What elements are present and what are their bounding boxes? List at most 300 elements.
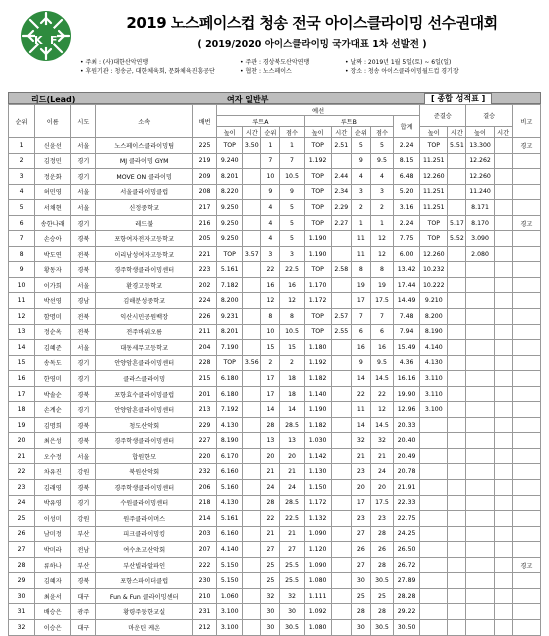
semi-height-cell: 4.130 — [420, 355, 448, 371]
semi-time-cell — [448, 200, 466, 216]
final-time-cell — [494, 169, 512, 185]
route-a-score-cell: 30.5 — [280, 619, 304, 635]
route-b-time-cell — [331, 511, 351, 527]
route-a-height-cell: 5.161 — [217, 511, 243, 527]
bib-cell: 223 — [192, 262, 216, 278]
city-cell: 경북 — [71, 433, 96, 449]
bib-cell: 217 — [192, 200, 216, 216]
final-height-cell: 8.170 — [466, 215, 494, 231]
col-prelim: 예선 — [217, 105, 420, 116]
route-a-time-cell — [243, 309, 261, 325]
route-b-time-cell: 2.29 — [331, 200, 351, 216]
final-time-cell — [494, 184, 512, 200]
route-a-height-cell: 6.160 — [217, 464, 243, 480]
bib-cell: 206 — [192, 480, 216, 496]
route-a-score-cell: 2 — [280, 355, 304, 371]
name-cell: 배승은 — [35, 604, 71, 620]
final-height-cell — [466, 464, 494, 480]
table-row — [9, 526, 541, 542]
supervise-text: • 주관 : 경상북도산악연맹 — [240, 59, 310, 66]
route-a-time-cell — [243, 495, 261, 511]
route-a-score-cell: 10.5 — [280, 324, 304, 340]
name-cell: 류하나 — [35, 557, 71, 573]
col-route-b: 루트B — [304, 116, 393, 127]
table-row — [9, 355, 541, 371]
route-b-height-cell: TOP — [304, 215, 331, 231]
total-cell: 7.75 — [394, 231, 420, 247]
route-b-height-cell: 1.182 — [304, 417, 331, 433]
route-a-rank-cell: 21 — [261, 526, 280, 542]
team-cell: 익산시민공원백장 — [96, 309, 193, 325]
semi-time-cell — [448, 324, 466, 340]
bib-cell: 221 — [192, 246, 216, 262]
route-b-time-cell: 2.57 — [331, 309, 351, 325]
semi-height-cell: 11.251 — [420, 200, 448, 216]
route-b-height-cell: 1.130 — [304, 464, 331, 480]
semi-time-cell — [448, 309, 466, 325]
col-final-time: 시간 — [494, 127, 512, 138]
route-b-rank-cell: 23 — [351, 464, 370, 480]
route-b-rank-cell: 25 — [351, 588, 370, 604]
route-a-rank-cell: 4 — [261, 215, 280, 231]
rank-cell: 11 — [9, 293, 35, 309]
name-cell: 손승아 — [35, 231, 71, 247]
note-cell — [512, 169, 540, 185]
table-row — [9, 480, 541, 496]
final-time-cell — [494, 557, 512, 573]
route-a-time-cell — [243, 324, 261, 340]
total-cell: 20.78 — [394, 464, 420, 480]
col-rank: 순위 — [9, 105, 35, 138]
route-a-time-cell — [243, 215, 261, 231]
table-row — [9, 169, 541, 185]
route-a-rank-cell: 2 — [261, 355, 280, 371]
route-b-height-cell: 1.150 — [304, 480, 331, 496]
city-cell: 강원 — [71, 511, 96, 527]
note-cell — [512, 511, 540, 527]
semi-height-cell: 3.110 — [420, 371, 448, 387]
table-row — [9, 588, 541, 604]
route-a-height-cell: 5.150 — [217, 573, 243, 589]
note-cell — [512, 619, 540, 635]
page-subtitle: ( 2019/2020 아이스클라이밍 국가대표 1차 선발전 ) — [197, 39, 427, 50]
route-a-score-cell: 1 — [280, 138, 304, 154]
route-a-time-cell — [243, 557, 261, 573]
route-a-rank-cell: 30 — [261, 619, 280, 635]
rank-cell: 15 — [9, 355, 35, 371]
final-height-cell — [466, 293, 494, 309]
rank-cell: 7 — [9, 231, 35, 247]
col-bib: 배번 — [192, 105, 216, 138]
route-a-rank-cell: 25 — [261, 557, 280, 573]
route-a-rank-cell: 28 — [261, 495, 280, 511]
route-b-height-cell: 1.180 — [304, 340, 331, 356]
rank-cell: 4 — [9, 184, 35, 200]
route-a-time-cell — [243, 153, 261, 169]
category-bar — [8, 92, 541, 104]
city-cell: 전북 — [71, 309, 96, 325]
route-b-time-cell — [331, 495, 351, 511]
division-label: 여자 일반부 — [227, 95, 269, 104]
table-row — [9, 246, 541, 262]
semi-height-cell: TOP — [420, 215, 448, 231]
route-b-score-cell: 14.5 — [370, 417, 393, 433]
final-height-cell: 3.090 — [466, 231, 494, 247]
route-b-height-cell: 1.172 — [304, 495, 331, 511]
semi-height-cell — [420, 464, 448, 480]
final-time-cell — [494, 309, 512, 325]
col-b-time: 시간 — [331, 127, 351, 138]
route-b-score-cell: 30.5 — [370, 619, 393, 635]
team-cell: 합원한모 — [96, 448, 193, 464]
route-a-score-cell: 14 — [280, 402, 304, 418]
semi-time-cell — [448, 604, 466, 620]
semi-time-cell — [448, 153, 466, 169]
route-b-rank-cell: 21 — [351, 448, 370, 464]
route-b-score-cell: 22 — [370, 386, 393, 402]
route-b-rank-cell: 14 — [351, 417, 370, 433]
final-height-cell — [466, 324, 494, 340]
semi-height-cell: 10.232 — [420, 262, 448, 278]
route-b-score-cell: 16 — [370, 340, 393, 356]
total-cell: 8.15 — [394, 153, 420, 169]
route-b-rank-cell: 26 — [351, 542, 370, 558]
route-a-rank-cell: 20 — [261, 448, 280, 464]
city-cell: 서울 — [71, 200, 96, 216]
final-time-cell — [494, 511, 512, 527]
route-b-height-cell: 1.092 — [304, 604, 331, 620]
city-cell: 전남 — [71, 542, 96, 558]
bib-cell: 225 — [192, 138, 216, 154]
col-semi-time: 시간 — [448, 127, 466, 138]
route-b-time-cell — [331, 619, 351, 635]
route-a-score-cell: 18 — [280, 386, 304, 402]
route-a-rank-cell: 8 — [261, 309, 280, 325]
team-cell: 피크클라이밍킹 — [96, 526, 193, 542]
route-b-rank-cell: 11 — [351, 231, 370, 247]
final-time-cell — [494, 433, 512, 449]
col-a-score: 점수 — [280, 127, 304, 138]
name-cell: 허민영 — [35, 184, 71, 200]
name-cell: 이승은 — [35, 619, 71, 635]
team-cell: 클라스클라이밍 — [96, 371, 193, 387]
route-a-height-cell: 7.182 — [217, 277, 243, 293]
final-time-cell — [494, 371, 512, 387]
final-height-cell: 11.240 — [466, 184, 494, 200]
route-b-score-cell: 7 — [370, 309, 393, 325]
city-cell: 대구 — [71, 619, 96, 635]
team-cell: 김해분성중학교 — [96, 293, 193, 309]
cosponsor-text: • 협찬 : 노스페이스 — [240, 68, 292, 75]
team-cell: 전주바위오름 — [96, 324, 193, 340]
route-b-height-cell: 1.170 — [304, 277, 331, 293]
col-team: 소속 — [96, 105, 193, 138]
svg-text:F: F — [50, 34, 58, 47]
final-height-cell — [466, 588, 494, 604]
route-b-time-cell — [331, 386, 351, 402]
total-cell: 26.50 — [394, 542, 420, 558]
note-cell — [512, 200, 540, 216]
route-b-score-cell: 12 — [370, 246, 393, 262]
route-b-height-cell: 1.192 — [304, 355, 331, 371]
rank-cell: 18 — [9, 402, 35, 418]
route-a-score-cell: 32 — [280, 588, 304, 604]
route-a-rank-cell: 32 — [261, 588, 280, 604]
final-time-cell — [494, 464, 512, 480]
route-a-score-cell: 9 — [280, 184, 304, 200]
city-cell: 경기 — [71, 495, 96, 511]
route-b-time-cell: 2.27 — [331, 215, 351, 231]
rank-cell: 6 — [9, 215, 35, 231]
route-a-height-cell: 8.201 — [217, 169, 243, 185]
route-b-score-cell: 26 — [370, 542, 393, 558]
route-b-rank-cell: 23 — [351, 511, 370, 527]
table-row — [9, 184, 541, 200]
semi-time-cell — [448, 169, 466, 185]
route-a-time-cell — [243, 542, 261, 558]
team-cell: 안양암흔클라이밍센터 — [96, 402, 193, 418]
route-a-rank-cell: 14 — [261, 402, 280, 418]
name-cell: 김혜준 — [35, 340, 71, 356]
name-cell: 황동자 — [35, 262, 71, 278]
route-b-time-cell — [331, 464, 351, 480]
route-a-time-cell — [243, 448, 261, 464]
route-a-height-cell: 9.250 — [217, 200, 243, 216]
route-a-height-cell: 9.250 — [217, 215, 243, 231]
rank-cell: 8 — [9, 246, 35, 262]
semi-time-cell — [448, 184, 466, 200]
city-cell: 전북 — [71, 246, 96, 262]
route-a-rank-cell: 22 — [261, 511, 280, 527]
route-a-height-cell: 9.231 — [217, 309, 243, 325]
route-a-score-cell: 5 — [280, 200, 304, 216]
route-b-time-cell — [331, 433, 351, 449]
route-b-height-cell: 1.140 — [304, 386, 331, 402]
route-a-time-cell — [243, 200, 261, 216]
team-cell: 노스페이스클라이밍팀 — [96, 138, 193, 154]
col-a-time: 시간 — [243, 127, 261, 138]
route-b-rank-cell: 4 — [351, 169, 370, 185]
bib-cell: 232 — [192, 464, 216, 480]
name-cell: 정운화 — [35, 169, 71, 185]
route-b-score-cell: 19 — [370, 277, 393, 293]
final-time-cell — [494, 355, 512, 371]
route-b-rank-cell: 19 — [351, 277, 370, 293]
team-cell: MJ 클라이밍 GYM — [96, 153, 193, 169]
route-a-time-cell — [243, 604, 261, 620]
city-cell: 경기 — [71, 169, 96, 185]
route-a-score-cell: 28.5 — [280, 417, 304, 433]
bib-cell: 215 — [192, 371, 216, 387]
page-header — [0, 0, 549, 92]
route-a-height-cell: 3.100 — [217, 604, 243, 620]
route-b-score-cell: 21 — [370, 448, 393, 464]
table-row — [9, 324, 541, 340]
note-cell: 경고 — [512, 215, 540, 231]
note-cell — [512, 495, 540, 511]
semi-height-cell — [420, 495, 448, 511]
route-b-score-cell: 32 — [370, 433, 393, 449]
final-height-cell — [466, 604, 494, 620]
route-a-rank-cell: 28 — [261, 417, 280, 433]
route-b-time-cell: 2.44 — [331, 169, 351, 185]
route-a-height-cell: TOP — [217, 246, 243, 262]
name-cell: 이성미 — [35, 511, 71, 527]
route-b-rank-cell: 2 — [351, 200, 370, 216]
rank-cell: 26 — [9, 526, 35, 542]
route-a-time-cell: 3.57 — [243, 246, 261, 262]
route-b-time-cell — [331, 340, 351, 356]
final-height-cell — [466, 417, 494, 433]
bib-cell: 207 — [192, 542, 216, 558]
table-row — [9, 433, 541, 449]
final-time-cell — [494, 542, 512, 558]
rank-cell: 23 — [9, 480, 35, 496]
semi-height-cell — [420, 604, 448, 620]
name-cell: 함명미 — [35, 309, 71, 325]
route-a-time-cell — [243, 371, 261, 387]
team-cell: 북원산악회 — [96, 464, 193, 480]
team-cell: Fun & Fun 클라이밍센터 — [96, 588, 193, 604]
col-a-height: 높이 — [217, 127, 243, 138]
semi-time-cell — [448, 371, 466, 387]
note-cell — [512, 355, 540, 371]
route-a-rank-cell: 4 — [261, 231, 280, 247]
date-text: • 날짜 : 2019년 1월 5일(토) ~ 6일(일) — [345, 59, 452, 66]
route-a-rank-cell: 13 — [261, 433, 280, 449]
semi-height-cell — [420, 573, 448, 589]
route-a-time-cell — [243, 619, 261, 635]
route-b-time-cell — [331, 153, 351, 169]
route-b-rank-cell: 22 — [351, 386, 370, 402]
route-b-rank-cell: 11 — [351, 402, 370, 418]
bib-cell: 212 — [192, 619, 216, 635]
name-cell: 김혜자 — [35, 573, 71, 589]
route-a-score-cell: 3 — [280, 246, 304, 262]
final-height-cell — [466, 262, 494, 278]
note-cell — [512, 417, 540, 433]
route-b-score-cell: 24 — [370, 464, 393, 480]
rank-cell: 14 — [9, 340, 35, 356]
semi-height-cell — [420, 526, 448, 542]
route-a-time-cell: 3.56 — [243, 355, 261, 371]
semi-time-cell — [448, 277, 466, 293]
total-cell: 19.90 — [394, 386, 420, 402]
route-b-height-cell: 1.080 — [304, 573, 331, 589]
route-b-time-cell: 2.51 — [331, 138, 351, 154]
route-b-height-cell: TOP — [304, 262, 331, 278]
route-b-time-cell — [331, 277, 351, 293]
rank-cell: 24 — [9, 495, 35, 511]
route-a-rank-cell: 15 — [261, 340, 280, 356]
route-a-score-cell: 22.5 — [280, 511, 304, 527]
note-cell — [512, 340, 540, 356]
semi-time-cell — [448, 246, 466, 262]
route-a-rank-cell: 10 — [261, 324, 280, 340]
name-cell: 남미정 — [35, 526, 71, 542]
semi-height-cell: 8.200 — [420, 309, 448, 325]
semi-time-cell — [448, 340, 466, 356]
route-a-height-cell: 9.240 — [217, 153, 243, 169]
note-cell — [512, 324, 540, 340]
route-a-time-cell — [243, 511, 261, 527]
route-a-height-cell: 4.130 — [217, 495, 243, 511]
name-cell: 이가희 — [35, 277, 71, 293]
team-cell: 부산빌라알파인 — [96, 557, 193, 573]
team-cell: 경주학생클라이밍센터 — [96, 480, 193, 496]
col-total: 합계 — [394, 116, 420, 138]
table-row — [9, 371, 541, 387]
rank-cell: 9 — [9, 262, 35, 278]
final-time-cell — [494, 386, 512, 402]
semi-height-cell: 3.100 — [420, 402, 448, 418]
team-cell: 신정중학교 — [96, 200, 193, 216]
rank-cell: 20 — [9, 433, 35, 449]
final-height-cell — [466, 433, 494, 449]
final-height-cell — [466, 340, 494, 356]
route-a-height-cell: 6.180 — [217, 386, 243, 402]
note-cell — [512, 402, 540, 418]
total-cell: 2.24 — [394, 215, 420, 231]
final-time-cell — [494, 215, 512, 231]
final-time-cell — [494, 293, 512, 309]
route-a-rank-cell: 7 — [261, 153, 280, 169]
results-table — [8, 104, 541, 636]
host-text: • 주최 : (사)대한산악연맹 — [80, 59, 149, 66]
semi-time-cell — [448, 588, 466, 604]
note-cell — [512, 386, 540, 402]
bib-cell: 202 — [192, 277, 216, 293]
route-b-score-cell: 6 — [370, 324, 393, 340]
col-final: 결승 — [466, 105, 512, 127]
route-b-height-cell: TOP — [304, 324, 331, 340]
bib-cell: 204 — [192, 340, 216, 356]
note-cell — [512, 526, 540, 542]
route-b-height-cell: TOP — [304, 138, 331, 154]
route-b-score-cell: 5 — [370, 138, 393, 154]
route-a-score-cell: 21 — [280, 526, 304, 542]
rank-cell: 12 — [9, 309, 35, 325]
semi-height-cell — [420, 480, 448, 496]
rank-cell: 32 — [9, 619, 35, 635]
route-b-height-cell: 1.172 — [304, 293, 331, 309]
semi-height-cell: 11.251 — [420, 184, 448, 200]
route-b-height-cell: 1.190 — [304, 402, 331, 418]
route-a-height-cell: 5.160 — [217, 480, 243, 496]
bib-cell: 211 — [192, 324, 216, 340]
bib-cell: 231 — [192, 604, 216, 620]
route-a-score-cell: 7 — [280, 153, 304, 169]
route-b-time-cell — [331, 588, 351, 604]
name-cell: 최은성 — [35, 433, 71, 449]
note-cell: 경고 — [512, 557, 540, 573]
total-cell: 30.50 — [394, 619, 420, 635]
semi-time-cell — [448, 448, 466, 464]
table-row — [9, 464, 541, 480]
team-cell: 수원클라이밍센터 — [96, 495, 193, 511]
route-b-height-cell: TOP — [304, 169, 331, 185]
final-height-cell — [466, 371, 494, 387]
note-cell — [512, 153, 540, 169]
final-height-cell — [466, 355, 494, 371]
city-cell: 서울 — [71, 448, 96, 464]
semi-height-cell — [420, 448, 448, 464]
rank-cell: 21 — [9, 448, 35, 464]
route-a-height-cell: 8.200 — [217, 293, 243, 309]
route-a-score-cell: 22.5 — [280, 262, 304, 278]
sponsor-text: • 후원기관 : 청송군, 대한체육회, 문화체육진흥공단 — [80, 68, 215, 75]
route-b-height-cell: 1.142 — [304, 448, 331, 464]
